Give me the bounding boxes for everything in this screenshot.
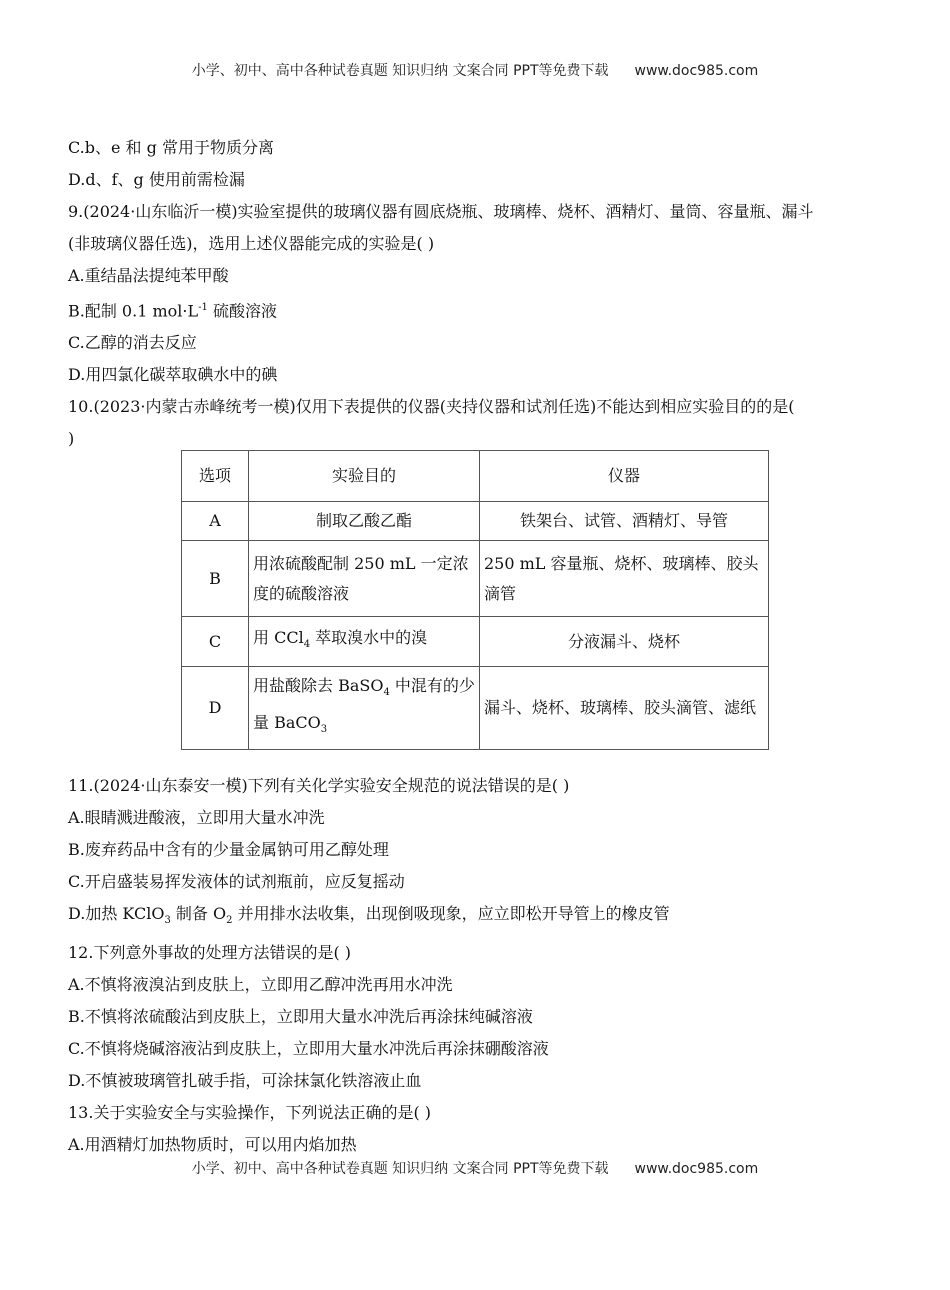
q11-option-b: B.废弃药品中含有的少量金属钠可用乙醇处理 — [68, 840, 389, 859]
option-d: D.d、f、g 使用前需检漏 — [68, 170, 245, 189]
page-footer — [0, 1158, 950, 1178]
header-instruments: 仪器 — [480, 451, 769, 502]
q13-option-a: A.用酒精灯加热物质时，可以用内焰加热 — [68, 1135, 357, 1155]
q11-option-d: D.加热 KClO$_3$ 制备 $O_2$ 并用排水法收集，出现倒吸现象，应立即松开导管上的橡皮管 — [68, 904, 670, 927]
q11-option-c: C.开启盛装易挥发液体的试剂瓶前，应反复摇动 — [68, 872, 405, 891]
header-purpose: 实验目的 — [249, 451, 480, 502]
row-c-option: C — [182, 617, 249, 667]
table-row — [182, 541, 769, 617]
q9-stem-line2: (非玻璃仪器任选)，选用上述仪器能完成的实验是( ) — [68, 234, 435, 253]
q12-option-a: A.不慎将液溴沾到皮肤上，立即用乙醇冲洗再用水冲洗 — [68, 975, 453, 995]
q10-stem-line2: ) — [68, 429, 75, 449]
q12-option-d: D.不慎被玻璃管扎破手指，可涂抹氯化铁溶液止血 — [68, 1071, 422, 1091]
row-a-option: A — [182, 502, 249, 541]
footer-site-link[interactable]: www.doc985.com — [634, 1161, 759, 1177]
q9-option-b: B.配制 0.1 $mol\cdot L^{-1}$ 硫酸溶液 — [68, 301, 277, 321]
q9-option-d: D.用四氯化碳萃取碘水中的碘 — [68, 365, 278, 385]
row-b-instruments: 250 mL 容量瓶、烧杯、玻璃棒、胶头滴管 — [480, 541, 769, 617]
row-d-purpose: 用盐酸除去 BaSO$_4$ 中混有的少量 BaCO$_3$ — [249, 667, 480, 750]
q12-stem: 12.下列意外事故的处理方法错误的是( ) — [68, 943, 352, 963]
header-text: 小学、初中、高中各种试卷真题 知识归纳 文案合同 PPT等免费下载 — [191, 63, 609, 79]
row-c-instruments: 分液漏斗、烧杯 — [480, 617, 769, 667]
header-site-link[interactable]: www.doc985.com — [634, 63, 759, 79]
table-header-row — [182, 451, 769, 502]
q12-option-c: C.不慎将烧碱溶液沾到皮肤上，立即用大量水冲洗后再涂抹硼酸溶液 — [68, 1039, 549, 1059]
table-row — [182, 617, 769, 667]
q11-stem: 11.(2024·山东泰安一模)下列有关化学实验安全规范的说法错误的是( ) — [68, 776, 570, 795]
option-c: C.b、e 和 g 常用于物质分离 — [68, 138, 274, 157]
row-a-instruments: 铁架台、试管、酒精灯、导管 — [480, 502, 769, 541]
footer-text: 小学、初中、高中各种试卷真题 知识归纳 文案合同 PPT等免费下载 — [191, 1161, 609, 1177]
row-b-purpose: 用浓硫酸配制 250 mL 一定浓度的硫酸溶液 — [249, 541, 480, 617]
table-row — [182, 502, 769, 541]
q12-option-b: B.不慎将浓硫酸沾到皮肤上，立即用大量水冲洗后再涂抹纯碱溶液 — [68, 1007, 533, 1027]
row-b-option: B — [182, 541, 249, 617]
table-row — [182, 667, 769, 750]
row-d-option: D — [182, 667, 249, 750]
header-option: 选项 — [182, 451, 249, 502]
q9-option-c: C.乙醇的消去反应 — [68, 333, 197, 353]
row-c-purpose: 用 CCl$_4$ 萃取溴水中的溴 — [249, 617, 480, 667]
q10-table — [181, 450, 769, 750]
page-header — [0, 60, 950, 80]
q13-stem: 13.关于实验安全与实验操作，下列说法正确的是( ) — [68, 1103, 432, 1123]
q9-stem-line1: 9.(2024·山东临沂一模)实验室提供的玻璃仪器有圆底烧瓶、玻璃棒、烧杯、酒精灯、量筒、容量瓶、漏斗 — [68, 202, 814, 221]
question-block-upper — [68, 132, 888, 455]
q9-option-a: A.重结晶法提纯苯甲酸 — [68, 266, 229, 285]
question-block-lower — [68, 770, 888, 1161]
q10-stem-line1: 10.(2023·内蒙古赤峰统考一模)仅用下表提供的仪器(夹持仪器和试剂任选)不能达到相应实验目的的是( — [68, 397, 795, 417]
row-a-purpose: 制取乙酸乙酯 — [249, 502, 480, 541]
q11-option-a: A.眼睛溅进酸液，立即用大量水冲洗 — [68, 808, 325, 827]
row-d-instruments: 漏斗、烧杯、玻璃棒、胶头滴管、滤纸 — [480, 667, 769, 750]
